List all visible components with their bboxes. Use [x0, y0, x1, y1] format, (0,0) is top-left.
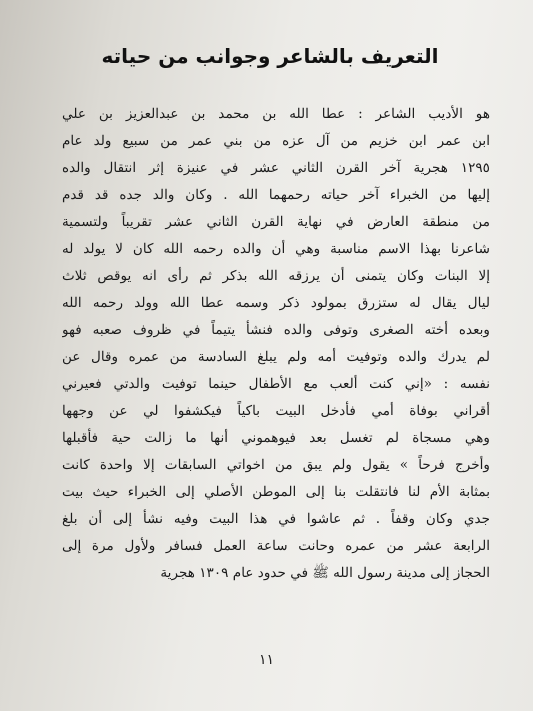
text-line: وأخرج فرحاً » يقول ولم يبق من اخواتي السابقات إلا واحدة كانت [62, 457, 490, 473]
text-line: وبعده أخته الصغرى وتوفى والده فنشأ يتيماً في ظروف صعبه فهو [62, 322, 490, 338]
text-line: إليها من الخبراء آخر حياته رحمهما الله . وكان والد جده قد قدم [62, 187, 490, 203]
text-line: ابن عمر ابن خزيم من آل عزه من بني عمر من سبيع ولد عام [62, 133, 490, 149]
page-number: ١١ [258, 652, 275, 668]
text-line: من منطقة العارض في نهاية القرن الثاني عشر تقريباً ولتسمية [62, 214, 490, 230]
text-line: الحجاز إلى مدينة رسول الله ﷺ في حدود عام ١٣٠٩ هجرية [160, 565, 490, 581]
chapter-title: التعريف بالشاعر وجوانب من حياته [101, 44, 439, 68]
text-line: ليال يقال له ستزرق بمولود ذكر وسمه عطا الله وولد رحمه الله [62, 295, 490, 311]
text-line: جدي وكان وقفاً . ثم عاشوا في هذا البيت وفيه نشأ إلى أن بلغ [62, 511, 490, 527]
text-line: بمثابة الأم لنا فانتقلت بنا إلى الموطن الأصلي إلى الخبراء حيث بيت [62, 484, 490, 500]
text-line: شاعرنا بهذا الاسم مناسبة وهي أن والده رحمه الله كان لا يولد له [62, 241, 490, 257]
text-line: نفسه : «إني كنت ألعب مع الأطفال حينما توفيت والدتي فعيرني [62, 376, 490, 392]
text-line: إلا البنات وكان يتمنى أن يرزقه الله بذكر ثم رأى انه يوقص ثلاث [62, 268, 490, 284]
text-line: لم يدرك والده وتوفيت أمه ولم يبلغ السادسة من عمره وقال عن [62, 349, 490, 365]
body-text [62, 101, 490, 587]
text-line: أقراني بوفاة أمي فأدخل البيت باكياً فيكشفوا لي عن وجهها [62, 403, 490, 419]
text-line: ١٢٩٥ هجرية آخر القرن الثاني عشر في عنيزة إثر انتقال والده [62, 160, 490, 176]
text-line: وهي مسجاة لم تغسل بعد فيوهموني أنها ما زالت حية فأقبلها [62, 430, 490, 446]
text-line: الرابعة عشر من عمره وحانت ساعة العمل فسافر ولأول مرة إلى [62, 538, 490, 554]
text-line: هو الأديب الشاعر : عطا الله بن محمد بن عبدالعزيز بن علي [62, 106, 490, 122]
